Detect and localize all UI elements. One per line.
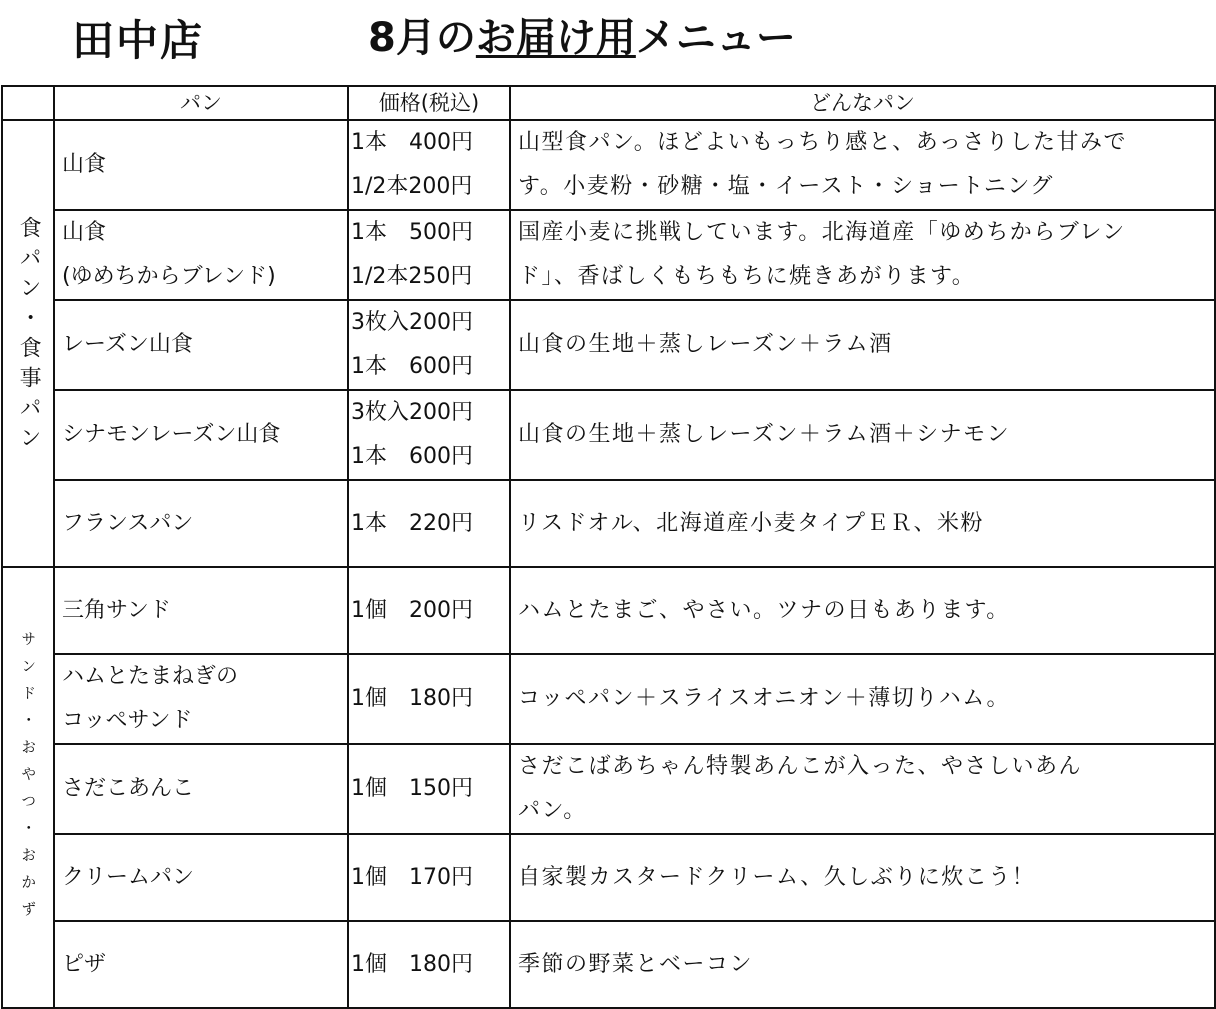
item-name-cell — [54, 300, 348, 390]
item-desc-cell — [510, 834, 1215, 921]
item-desc-cell — [510, 567, 1215, 654]
item-name-cell — [54, 834, 348, 921]
item-price: 1個 200円 — [351, 597, 473, 623]
item-name: 三角サンド — [62, 597, 171, 623]
item-desc: ド」、香ばしくもちもちに焼きあがります。 — [518, 264, 976, 289]
category-label: サンド・おやつ・おかず — [19, 631, 38, 928]
header-price: 価格(税込) — [348, 86, 510, 120]
header-name: パン — [54, 86, 348, 120]
item-name-cell — [54, 654, 348, 744]
item-price-cell — [348, 567, 510, 654]
page-header — [0, 0, 1216, 86]
item-desc: 山型食パン。ほどよいもっちり感と、あっさりした甘みで — [518, 130, 1128, 155]
table-row — [2, 390, 1215, 480]
table-row — [2, 744, 1215, 834]
item-name: クリームパン — [62, 864, 195, 890]
item-name-cell — [54, 744, 348, 834]
item-price: 1/2本250円 — [351, 264, 473, 289]
item-price-cell — [348, 834, 510, 921]
menu-title — [368, 6, 796, 63]
table-row — [2, 300, 1215, 390]
title-suffix: メニュー — [635, 15, 796, 61]
header-desc: どんなパン — [510, 86, 1215, 120]
item-name-cell — [54, 567, 348, 654]
item-desc-cell — [510, 744, 1215, 834]
table-row — [2, 834, 1215, 921]
item-price-cell — [348, 120, 510, 210]
item-name: コッペサンド — [62, 708, 193, 733]
item-price: 1個 170円 — [351, 864, 473, 890]
category-label: 食パン・食事パン — [16, 215, 42, 456]
item-price: 1本 600円 — [351, 354, 473, 379]
item-price-cell — [348, 210, 510, 300]
item-price: 3枚入200円 — [351, 400, 473, 425]
table-row — [2, 921, 1215, 1008]
item-price-cell — [348, 744, 510, 834]
table-row — [2, 210, 1215, 300]
item-price-cell — [348, 390, 510, 480]
item-desc: パン。 — [518, 798, 587, 823]
item-price: 1/2本200円 — [351, 174, 473, 199]
item-price: 1本 600円 — [351, 444, 473, 469]
item-price-cell — [348, 300, 510, 390]
item-name-cell — [54, 480, 348, 567]
category-cell — [2, 120, 54, 567]
item-desc-cell — [510, 480, 1215, 567]
item-desc-cell — [510, 210, 1215, 300]
shop-name: 田中店 — [72, 16, 205, 65]
item-desc: コッペパン＋スライスオニオン＋薄切りハム。 — [518, 686, 1010, 711]
item-name: レーズン山食 — [62, 332, 193, 357]
item-desc-cell — [510, 921, 1215, 1008]
item-desc: さだこばあちゃん特製あんこが入った、やさしいあん — [518, 754, 1083, 779]
item-desc-cell — [510, 120, 1215, 210]
item-name: 山食 — [62, 220, 107, 245]
item-price: 1個 180円 — [351, 686, 473, 711]
category-cell — [2, 567, 54, 1008]
item-name: ハムとたまねぎの — [62, 664, 239, 689]
item-price-cell — [348, 921, 510, 1008]
item-desc: ハムとたまご、やさい。ツナの日もあります。 — [518, 597, 1010, 623]
item-name: シナモンレーズン山食 — [62, 422, 281, 447]
item-price: 1本 500円 — [351, 220, 473, 245]
title-underlined: お届け用 — [475, 15, 636, 61]
item-desc-cell — [510, 390, 1215, 480]
item-desc-cell — [510, 654, 1215, 744]
table-row — [2, 654, 1215, 744]
table-row — [2, 120, 1215, 210]
item-name: ピザ — [62, 951, 107, 977]
item-name-cell — [54, 390, 348, 480]
item-price-cell — [348, 480, 510, 567]
item-desc: リスドオル、北海道産小麦タイプＥＲ、米粉 — [518, 510, 985, 536]
item-desc: 自家製カスタードクリーム、久しぶりに炊こう！ — [518, 864, 1036, 890]
item-price: 1本 220円 — [351, 510, 473, 536]
item-name: さだこあんこ — [62, 776, 195, 801]
title-prefix: 8月の — [368, 15, 476, 61]
item-name-cell — [54, 921, 348, 1008]
header-row — [2, 86, 1215, 120]
item-desc: 山食の生地＋蒸しレーズン＋ラム酒 — [518, 332, 893, 357]
item-name-cell — [54, 210, 348, 300]
item-name: 山食 — [62, 152, 107, 177]
item-name: フランスパン — [62, 510, 194, 536]
item-price-cell — [348, 654, 510, 744]
item-name: (ゆめちからブレンド) — [62, 264, 276, 289]
item-name-cell — [54, 120, 348, 210]
item-desc-cell — [510, 300, 1215, 390]
item-price: 1個 150円 — [351, 776, 473, 801]
header-category — [2, 86, 54, 120]
item-price: 1本 400円 — [351, 130, 473, 155]
table-row — [2, 480, 1215, 567]
item-price: 1個 180円 — [351, 951, 473, 977]
table-row — [2, 567, 1215, 654]
item-desc: 山食の生地＋蒸しレーズン＋ラム酒＋シナモン — [518, 422, 1011, 447]
item-price: 3枚入200円 — [351, 310, 473, 335]
item-desc: す。小麦粉・砂糖・塩・イースト・ショートニング — [518, 174, 1054, 199]
item-desc: 国産小麦に挑戦しています。北海道産「ゆめちからブレン — [518, 220, 1126, 245]
menu-table — [1, 85, 1216, 1009]
item-desc: 季節の野菜とベーコン — [518, 951, 754, 977]
